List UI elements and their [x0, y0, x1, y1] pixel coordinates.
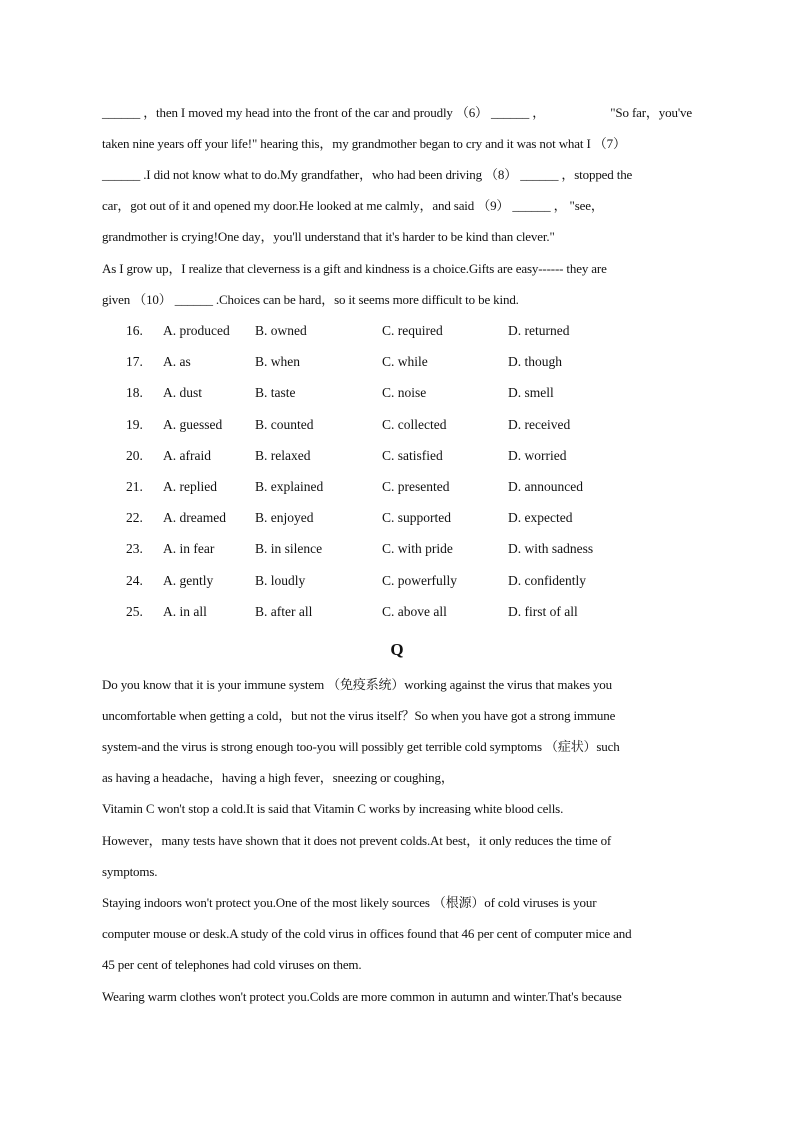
question-number: 23. — [126, 541, 143, 556]
question-number: 18. — [126, 385, 143, 400]
option-b: B. relaxed — [255, 448, 311, 463]
option-b: B. in silence — [255, 541, 323, 556]
passage-line: symptoms. — [102, 864, 158, 879]
section-heading: Q — [390, 640, 404, 659]
option-b: B. loudly — [255, 573, 306, 588]
option-c: C. above all — [382, 604, 447, 619]
option-c: C. collected — [382, 417, 447, 432]
option-c: C. powerfully — [382, 573, 457, 588]
passage-line: ______ ，then I moved my head into the front of the car and proudly （6） ______ ， "So far，you've — [102, 105, 692, 120]
option-d: D. confidently — [508, 573, 586, 588]
passage-line: given （10） ______ .Choices can be hard，so it seems more difficult to be kind. — [102, 292, 519, 307]
option-c: C. noise — [382, 385, 427, 400]
option-c: C. presented — [382, 479, 450, 494]
option-d: D. received — [508, 417, 571, 432]
option-d: D. though — [508, 354, 562, 369]
option-c: C. supported — [382, 510, 451, 525]
option-a: A. produced — [163, 323, 230, 338]
question-number: 24. — [126, 573, 143, 588]
question-item — [126, 541, 686, 557]
option-b: B. counted — [255, 417, 314, 432]
question-number: 25. — [126, 604, 143, 619]
option-d: D. worried — [508, 448, 567, 463]
passage-line: taken nine years off your life!" hearing this，my grandmother began to cry and it was not what I （7） — [102, 136, 626, 151]
option-b: B. explained — [255, 479, 324, 494]
question-number: 19. — [126, 417, 143, 432]
question-number: 22. — [126, 510, 143, 525]
passage-line: uncomfortable when getting a cold，but not the virus itself？So when you have got a strong immune — [102, 708, 616, 723]
option-a: A. guessed — [163, 417, 223, 432]
passage-line: Wearing warm clothes won't protect you.Colds are more common in autumn and winter.That's because — [102, 989, 622, 1004]
option-a: A. in fear — [163, 541, 215, 556]
question-number: 17. — [126, 354, 143, 369]
option-a: A. as — [163, 354, 191, 369]
passage-line: Do you know that it is your immune system （免疫系统）working against the virus that makes you — [102, 677, 612, 692]
question-number: 21. — [126, 479, 143, 494]
passage-line: car，got out of it and opened my door.He looked at me calmly，and said （9） ______ ， "see， — [102, 198, 604, 213]
passage-line: system-and the virus is strong enough too-you will possibly get terrible cold symptoms （症状）such — [102, 739, 620, 754]
option-c: C. satisfied — [382, 448, 443, 463]
question-item — [126, 604, 686, 620]
question-item — [126, 323, 686, 339]
question-number: 16. — [126, 323, 143, 338]
question-item — [126, 510, 686, 526]
option-b: B. enjoyed — [255, 510, 314, 525]
passage-line: computer mouse or desk.A study of the cold virus in offices found that 46 per cent of computer mice and — [102, 926, 632, 941]
question-item — [126, 479, 686, 495]
passage-line: 45 per cent of telephones had cold viruses on them. — [102, 957, 362, 972]
option-b: B. taste — [255, 385, 296, 400]
question-item — [126, 354, 686, 370]
option-b: B. owned — [255, 323, 307, 338]
option-a: A. in all — [163, 604, 207, 619]
passage-line: grandmother is crying!One day，you'll understand that it's harder to be kind than clever." — [102, 229, 555, 244]
passage-line: Vitamin C won't stop a cold.It is said that Vitamin C works by increasing white blood cells. — [102, 801, 564, 816]
option-d: D. smell — [508, 385, 554, 400]
option-c: C. while — [382, 354, 428, 369]
option-d: D. announced — [508, 479, 583, 494]
option-a: A. afraid — [163, 448, 211, 463]
passage-line: Staying indoors won't protect you.One of the most likely sources （根源）of cold viruses is your — [102, 895, 597, 910]
option-c: C. with pride — [382, 541, 453, 556]
option-a: A. gently — [163, 573, 214, 588]
option-c: C. required — [382, 323, 443, 338]
option-a: A. dust — [163, 385, 203, 400]
option-d: D. first of all — [508, 604, 578, 619]
passage-line: ______ .I did not know what to do.My grandfather，who had been driving （8） ______ ，stopped the — [102, 167, 633, 182]
passage-line: As I grow up，I realize that cleverness is a gift and kindness is a choice.Gifts are easy------ they are — [102, 261, 607, 276]
option-d: D. returned — [508, 323, 570, 338]
question-number: 20. — [126, 448, 143, 463]
option-d: D. with sadness — [508, 541, 594, 556]
question-item — [126, 573, 686, 589]
option-a: A. replied — [163, 479, 217, 494]
option-b: B. after all — [255, 604, 313, 619]
option-d: D. expected — [508, 510, 573, 525]
option-b: B. when — [255, 354, 300, 369]
passage-line: However，many tests have shown that it does not prevent colds.At best，it only reduces the time of — [102, 833, 612, 848]
passage-line: as having a headache，having a high fever，sneezing or coughing， — [102, 770, 454, 785]
question-item — [126, 417, 686, 433]
question-item — [126, 385, 686, 401]
question-item — [126, 448, 686, 464]
option-a: A. dreamed — [163, 510, 226, 525]
